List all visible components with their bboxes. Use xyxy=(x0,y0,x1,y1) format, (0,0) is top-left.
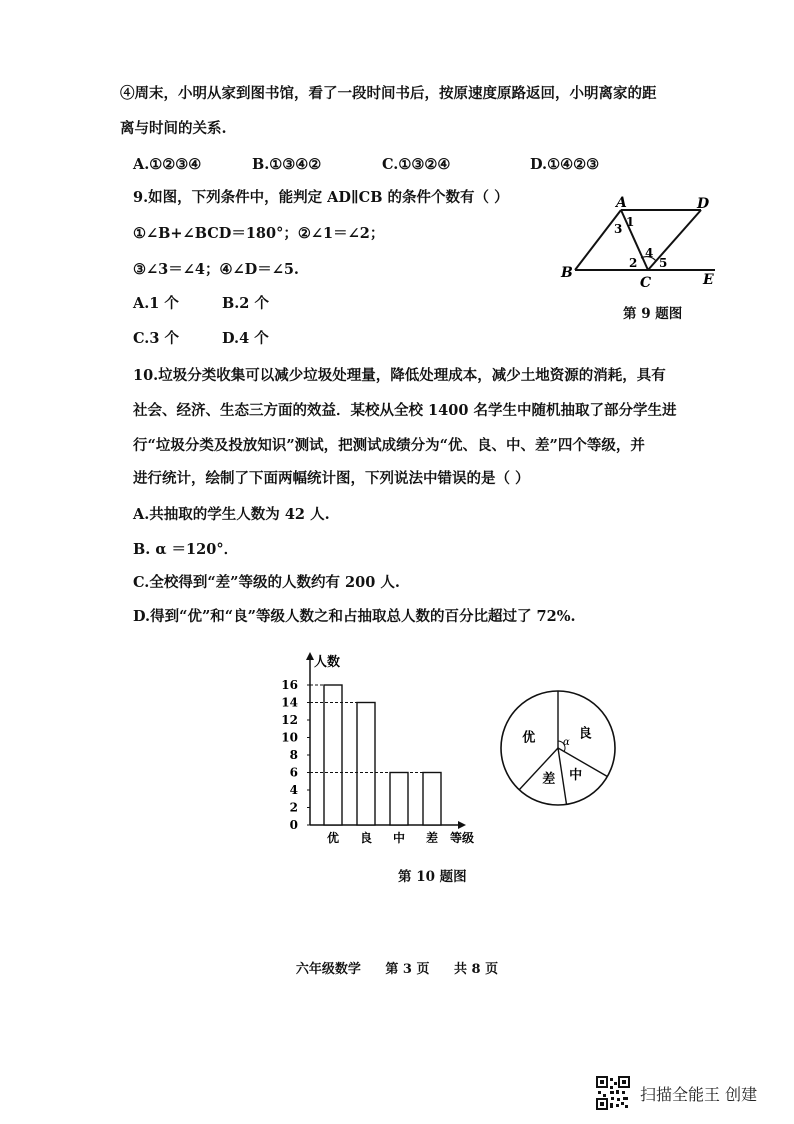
footer-page-number: 第 3 页 xyxy=(385,962,430,977)
q10-stem-line1: 10.垃圾分类收集可以减少垃圾处理量，降低处理成本，减少土地资源的消耗，具有 xyxy=(133,367,666,384)
q10-stem-line2: 社会、经济、生态三方面的效益．某校从全校 1400 名学生中随机抽取了部分学生进 xyxy=(133,402,677,419)
q10-stem-line3: 行“垃圾分类及投放知识”测试，把测试成绩分为“优、良、中、差”四个等级，并 xyxy=(133,437,645,454)
q9-figure-caption: 第 9 题图 xyxy=(623,306,683,322)
angle-label-5: 5 xyxy=(659,256,668,270)
q10-option-c: C.全校得到“差”等级的人数约有 200 人. xyxy=(133,574,400,591)
x-tick-label: 优 xyxy=(326,831,340,845)
y-tick-label: 12 xyxy=(281,713,298,727)
pie-label-优: 优 xyxy=(522,730,536,746)
page-footer xyxy=(0,958,794,977)
x-tick-label: 中 xyxy=(392,831,406,845)
qr-code-icon xyxy=(596,1076,630,1110)
pie-label-差: 差 xyxy=(542,771,556,787)
q10-figure-caption: 第 10 题图 xyxy=(398,869,467,885)
pie-label-中: 中 xyxy=(569,767,583,783)
q9-conditions-1: ①∠B+∠BCD＝180°；②∠1＝∠2； xyxy=(133,225,385,242)
bar-优 xyxy=(324,685,342,825)
bar-中 xyxy=(390,773,408,826)
q8-option-a: A.①②③④ xyxy=(133,156,202,173)
bar-良 xyxy=(357,703,375,826)
angle-alpha-label: α xyxy=(563,737,570,748)
q10-option-d: D.得到“优”和“良”等级人数之和占抽取总人数的百分比超过了 72%. xyxy=(133,608,576,625)
point-label-b: B xyxy=(561,265,573,281)
pie-label-良: 良 xyxy=(578,726,592,742)
q8-option-c: C.①③②④ xyxy=(382,156,451,173)
bar-差 xyxy=(423,773,441,826)
point-label-d: D xyxy=(697,196,710,212)
q9-option-c: C.3 个 xyxy=(133,330,179,347)
q10-option-a: A.共抽取的学生人数为 42 人. xyxy=(133,506,330,523)
scanner-watermark: 扫描全能王 创建 xyxy=(640,1085,758,1104)
q10-stem-line4: 进行统计，绘制了下面两幅统计图，下列说法中错误的是（ ） xyxy=(133,470,530,487)
y-axis-label: 人数 xyxy=(314,655,341,670)
q8-item4-line2: 离与时间的关系. xyxy=(120,120,227,137)
y-tick-label: 16 xyxy=(281,678,298,692)
q8-item4-line1: ④周末，小明从家到图书馆，看了一段时间书后，按原速度原路返回，小明离家的距 xyxy=(120,85,657,102)
angle-label-2: 2 xyxy=(629,256,638,270)
point-label-c: C xyxy=(640,275,652,290)
line-ab xyxy=(575,210,621,270)
pie-chart xyxy=(495,683,625,813)
q8-option-b: B.①③④② xyxy=(252,156,322,173)
x-axis-arrow xyxy=(458,821,466,829)
bar-chart xyxy=(270,650,480,850)
y-tick-label: 10 xyxy=(281,730,298,745)
q9-conditions-2: ③∠3＝∠4；④∠D＝∠5. xyxy=(133,261,299,278)
q9-option-b: B.2 个 xyxy=(222,295,269,312)
y-tick-label: 14 xyxy=(281,695,298,710)
y-tick-label: 4 xyxy=(289,783,298,797)
y-tick-label: 2 xyxy=(289,800,298,815)
x-tick-label: 差 xyxy=(425,831,439,845)
footer-subject: 六年级数学 xyxy=(295,962,361,977)
q10-option-b: B. α ＝120°． xyxy=(133,541,239,558)
x-axis-label: 等级 xyxy=(450,831,475,845)
footer-total-pages: 共 8 页 xyxy=(454,962,499,977)
x-tick-label: 良 xyxy=(359,831,373,845)
y-tick-label: 8 xyxy=(289,748,298,762)
q9-option-d: D.4 个 xyxy=(222,330,269,347)
point-label-a: A xyxy=(616,195,627,211)
q8-option-d: D.①④②③ xyxy=(530,156,600,173)
q9-stem: 9.如图，下列条件中，能判定 AD∥CB 的条件个数有（ ） xyxy=(133,189,509,206)
q9-geometry-figure xyxy=(555,195,725,290)
point-label-e: E xyxy=(703,272,714,288)
y-axis-arrow xyxy=(306,652,314,660)
angle-label-1: 1 xyxy=(626,215,635,229)
angle-label-3: 3 xyxy=(614,222,623,236)
y-tick-label: 0 xyxy=(289,818,298,832)
angle-label-4: 4 xyxy=(645,246,654,260)
q9-option-a: A.1 个 xyxy=(133,295,179,312)
y-tick-label: 6 xyxy=(289,765,298,780)
